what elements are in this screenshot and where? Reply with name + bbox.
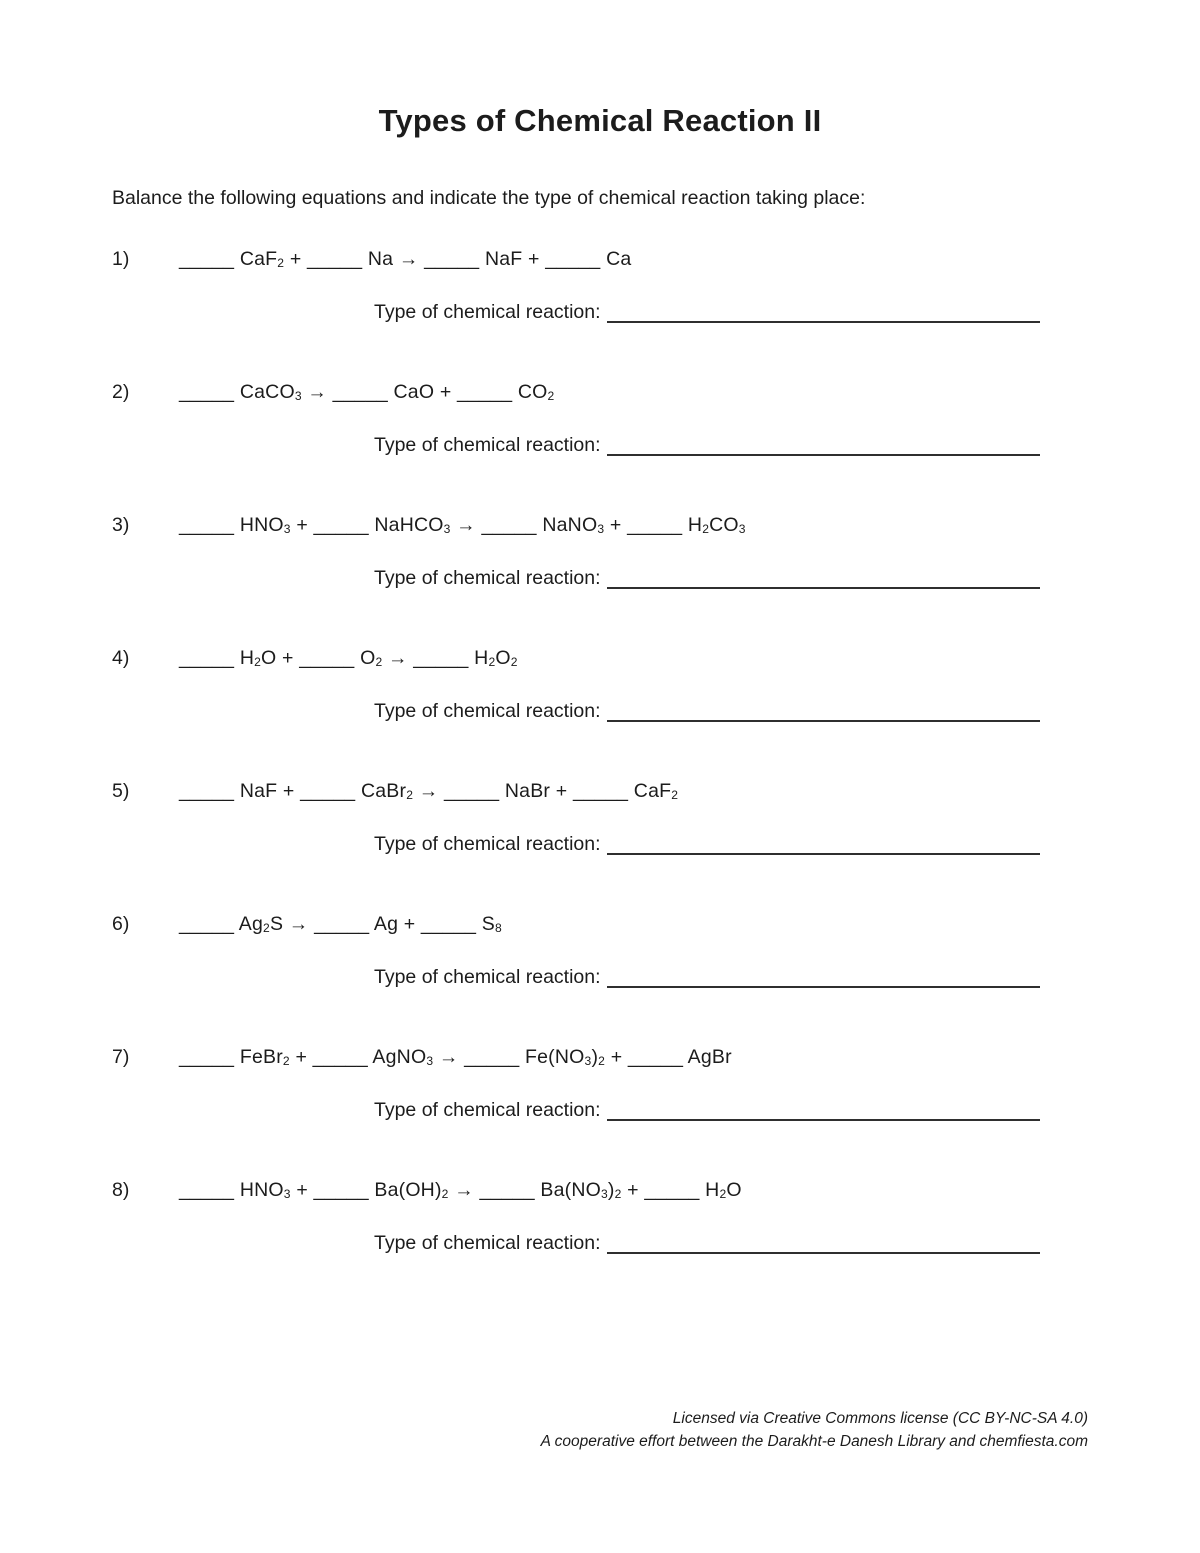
license-line-1: Licensed via Creative Commons license (CC BY-NC-SA 4.0) — [672, 1410, 1088, 1427]
problem-6 — [112, 913, 1088, 989]
type-row — [112, 567, 1088, 590]
type-of-reaction-label: Type of chemical reaction: — [374, 301, 601, 323]
equation-row — [112, 381, 1088, 404]
problem-number: 6) — [112, 913, 130, 935]
equation-text: _____ CaCO3 → _____ CaO + _____ CO2 — [179, 381, 555, 403]
type-row — [112, 966, 1088, 989]
equation-text: _____ HNO3 + _____ Ba(OH)2 → _____ Ba(NO3)2 + _____ H2O — [179, 1179, 742, 1201]
license-line-2: A cooperative effort between the Darakht-e Danesh Library and chemfiesta.com — [540, 1433, 1088, 1451]
equation-text: _____ NaF + _____ CaBr2 → _____ NaBr + _____ CaF2 — [179, 780, 679, 802]
problem-1 — [112, 248, 1088, 324]
equation-text: _____ FeBr2 + _____ AgNO3 → _____ Fe(NO3)2 + _____ AgBr — [179, 1046, 732, 1068]
equation-text: _____ HNO3 + _____ NaHCO3 → _____ NaNO3 + _____ H2CO3 — [179, 514, 746, 536]
problem-number: 4) — [112, 647, 130, 669]
type-of-reaction-label: Type of chemical reaction: — [374, 1099, 601, 1121]
type-of-reaction-label: Type of chemical reaction: — [374, 434, 601, 456]
type-of-reaction-label: Type of chemical reaction: — [374, 700, 601, 722]
type-row — [112, 301, 1088, 324]
type-of-reaction-label: Type of chemical reaction: — [374, 1232, 601, 1254]
problem-number: 2) — [112, 381, 130, 403]
type-of-reaction-label: Type of chemical reaction: — [374, 567, 601, 589]
problem-number: 3) — [112, 514, 130, 536]
problem-number: 7) — [112, 1046, 130, 1068]
type-row — [112, 833, 1088, 856]
problem-number: 5) — [112, 780, 130, 802]
page-title: Types of Chemical Reaction II — [378, 103, 822, 138]
problem-8 — [112, 1179, 1088, 1255]
type-of-reaction-label: Type of chemical reaction: — [374, 966, 601, 988]
answer-blank-line — [607, 702, 1040, 722]
answer-blank-line — [607, 1234, 1040, 1254]
problem-3 — [112, 514, 1088, 590]
equation-row — [112, 248, 1088, 271]
equation-row — [112, 647, 1088, 670]
license-footer — [112, 1407, 1088, 1454]
instructions-text: Balance the following equations and indicate the type of chemical reaction taking place: — [112, 187, 866, 209]
answer-blank-line — [607, 835, 1040, 855]
answer-blank-line — [607, 1101, 1040, 1121]
equation-row — [112, 514, 1088, 537]
problem-number: 8) — [112, 1179, 130, 1201]
equation-row — [112, 1179, 1088, 1202]
type-row — [112, 1232, 1088, 1255]
equation-text: _____ H2O + _____ O2 → _____ H2O2 — [179, 647, 518, 669]
type-row — [112, 434, 1088, 457]
problem-2 — [112, 381, 1088, 457]
problem-7 — [112, 1046, 1088, 1122]
equation-text: _____ Ag2S → _____ Ag + _____ S8 — [179, 913, 502, 935]
type-row — [112, 1099, 1088, 1122]
equation-row — [112, 1046, 1088, 1069]
problems-list — [112, 248, 1088, 1255]
equation-row — [112, 780, 1088, 803]
problem-5 — [112, 780, 1088, 856]
answer-blank-line — [607, 303, 1040, 323]
equation-text: _____ CaF2 + _____ Na → _____ NaF + _____ Ca — [179, 248, 632, 270]
equation-row — [112, 913, 1088, 936]
answer-blank-line — [607, 569, 1040, 589]
answer-blank-line — [607, 968, 1040, 988]
problem-4 — [112, 647, 1088, 723]
problem-number: 1) — [112, 248, 130, 270]
type-of-reaction-label: Type of chemical reaction: — [374, 833, 601, 855]
type-row — [112, 700, 1088, 723]
answer-blank-line — [607, 436, 1040, 456]
